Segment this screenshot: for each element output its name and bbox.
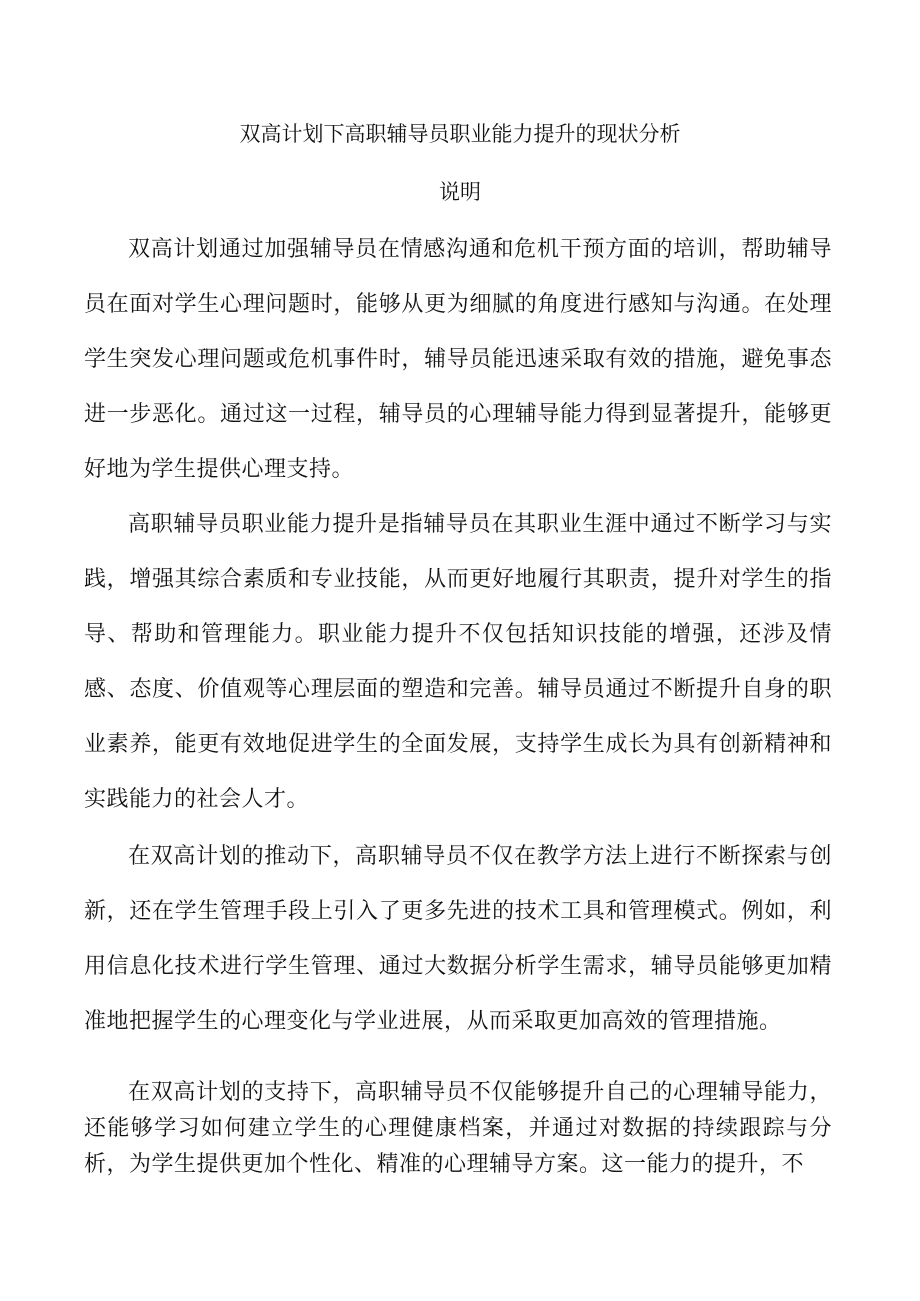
paragraph-2: 高职辅导员职业能力提升是指辅导员在其职业生涯中通过不断学习与实践，增强其综合素质和专业技能，从而更好地履行其职责，提升对学生的指导、帮助和管理能力。职业能力提升不仅包括知识技能的增强，还涉及情感、态度、价值观等心理层面的塑造和完善。辅导员通过不断提升自身的职业素养，能更有效地促进学生的全面发展，支持学生成长为具有创新精神和实践能力的社会人才。	[84, 512, 832, 812]
paragraph-3: 在双高计划的推动下，高职辅导员不仅在教学方法上进行不断探索与创新，还在学生管理手段上引入了更多先进的技术工具和管理模式。例如，利用信息化技术进行学生管理、通过大数据分析学生需求，辅导员能够更加精准地把握学生的心理变化与学业进展，从而采取更加高效的管理措施。	[84, 844, 832, 1034]
paragraph-1: 双高计划通过加强辅导员在情感沟通和危机干预方面的培训，帮助辅导员在面对学生心理问题时，能够从更为细腻的角度进行感知与沟通。在处理学生突发心理问题或危机事件时，辅导员能迅速采取有效的措施，避免事态进一步恶化。通过这一过程，辅导员的心理辅导能力得到显著提升，能够更好地为学生提供心理支持。	[84, 237, 832, 482]
document-title: 双高计划下高职辅导员职业能力提升的现状分析	[239, 122, 681, 146]
document-subtitle: 说明	[439, 180, 481, 204]
paragraph-4: 在双高计划的支持下，高职辅导员不仅能够提升自己的心理辅导能力，还能够学习如何建立学生的心理健康档案，并通过对数据的持续跟踪与分析，为学生提供更加个性化、精准的心理辅导方案。这一能力的提升，不	[84, 1080, 832, 1177]
